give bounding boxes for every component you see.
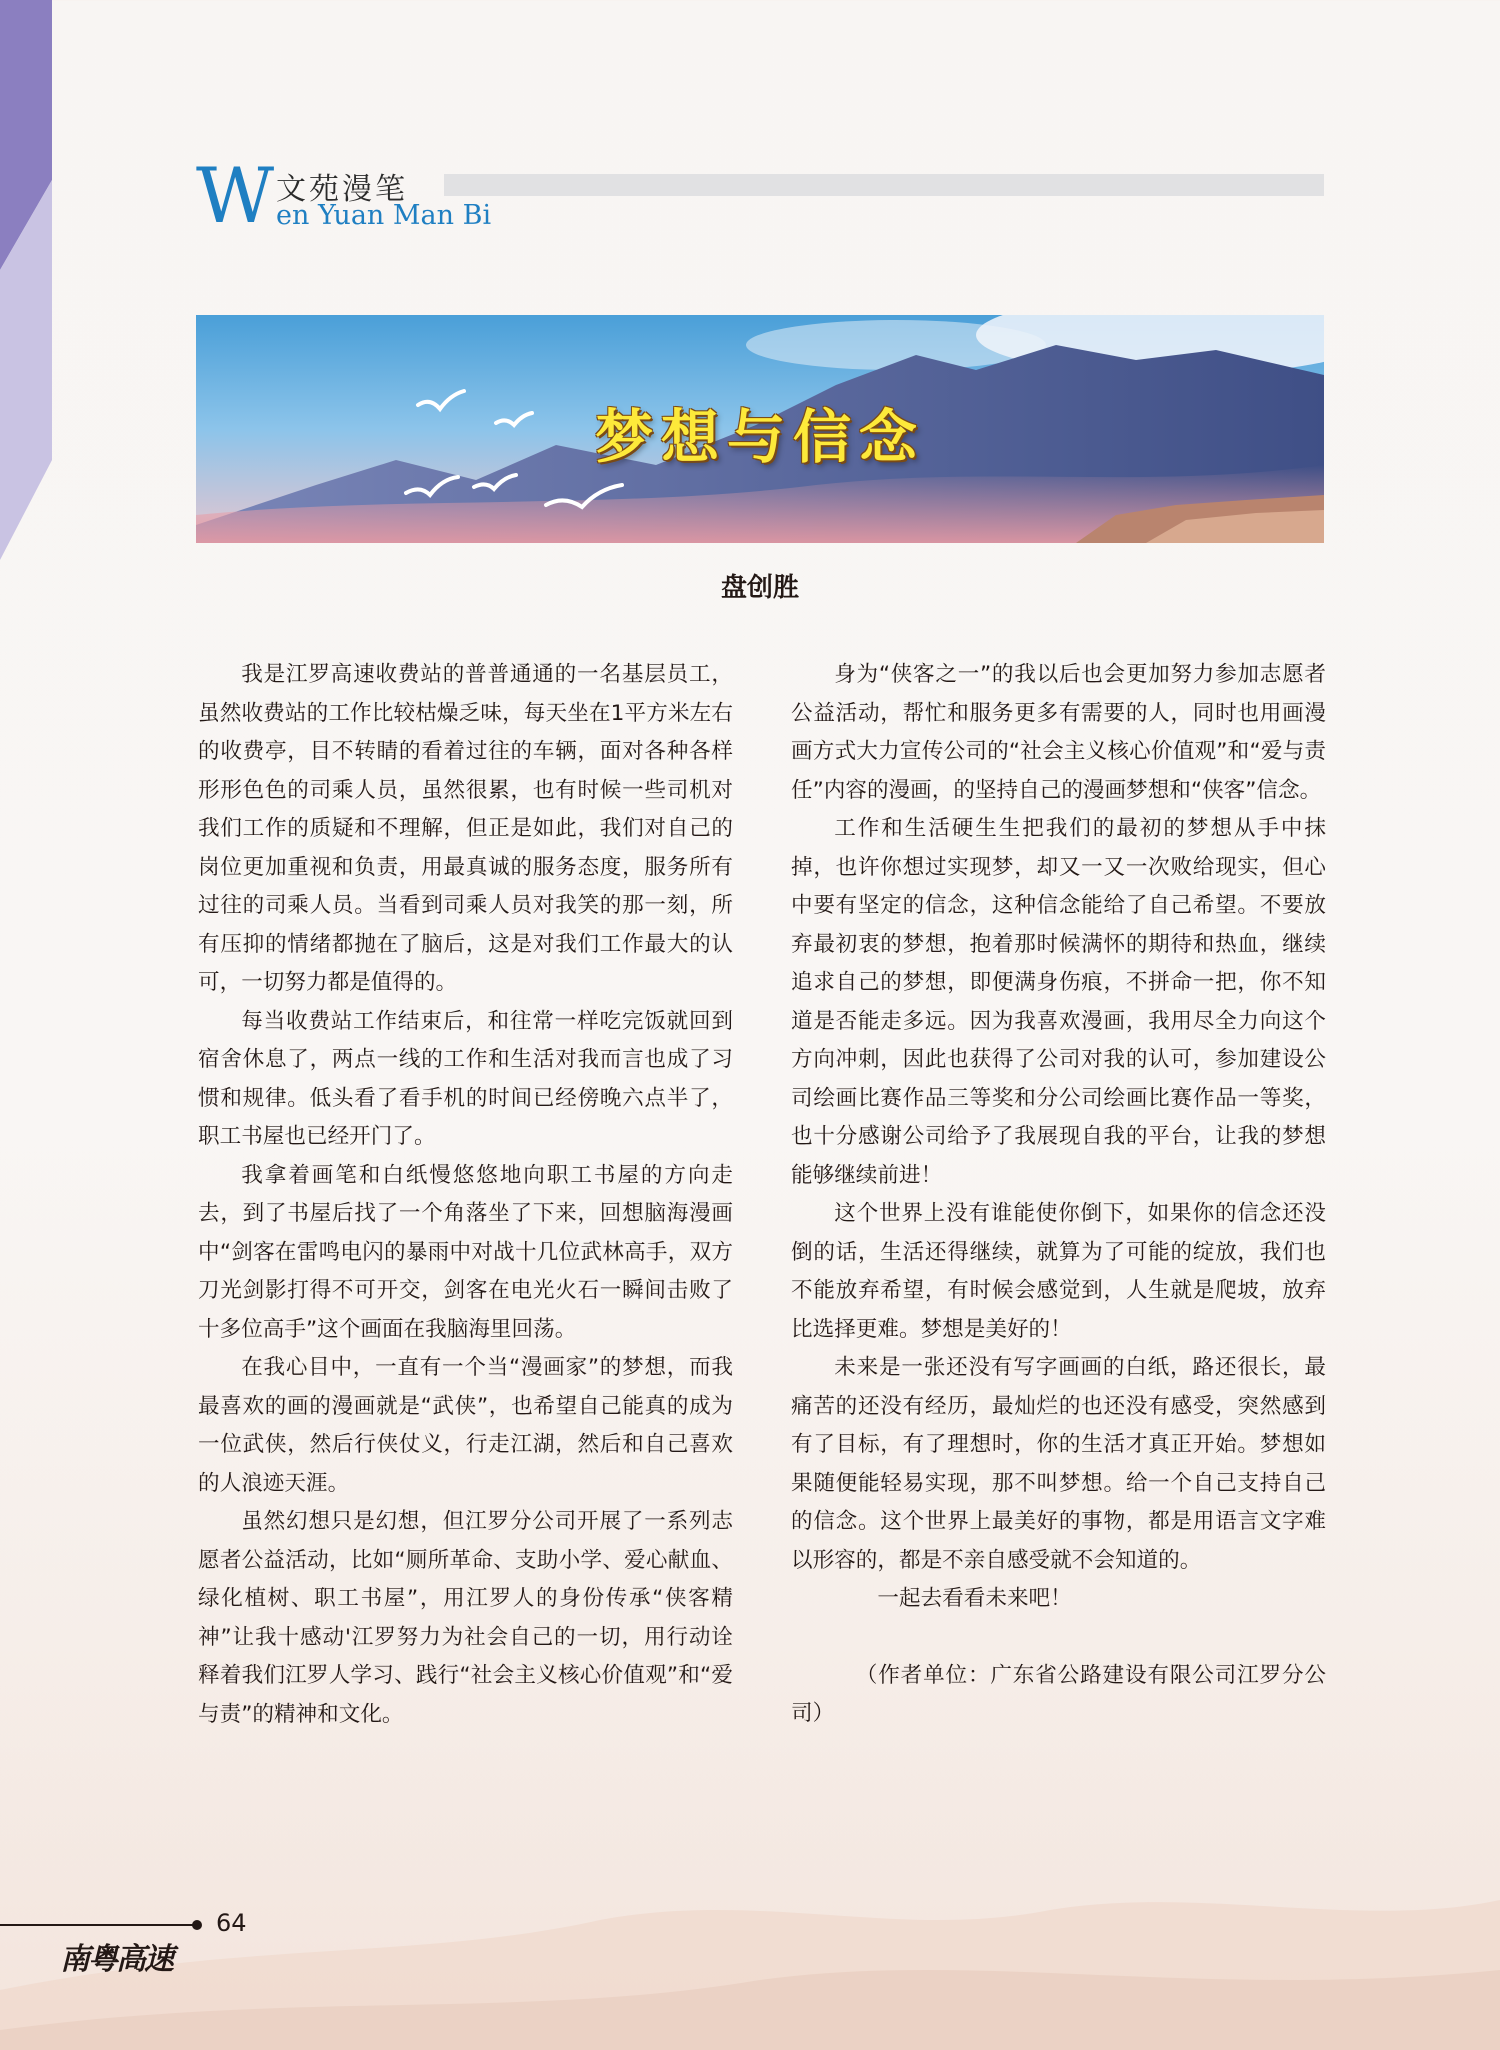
paragraph: 这个世界上没有谁能使你倒下，如果你的信念还没倒的话，生活还得继续，就算为了可能的绽放，我们也不能放弃希望，有时候会感觉到，人生就是爬坡，放弃比选择更难。梦想是美好的！ [791, 1201, 1326, 1342]
paragraph: 虽然幻想只是幻想，但江罗分公司开展了一系列志愿者公益活动，比如“厕所革命、支助小学、爱心献血、绿化植树、职工书屋”，用江罗人的身份传承“侠客精神”让我十感动'江罗努力为社会自己的一切，用行动诠释着我们江罗人学习、践行“社会主义核心价值观”和“爱与责”的精神和文化。 [198, 1509, 733, 1727]
column-title-en: en Yuan Man Bi [276, 200, 492, 231]
column-title-cn: 文苑漫笔 [276, 172, 408, 207]
header-rule-bar [444, 174, 1324, 196]
footer-rule [0, 1924, 196, 1926]
paragraph: 未来是一张还没有写字画画的白纸，路还很长，最痛苦的还没有经历，最灿烂的也还没有感受，突然感到有了目标，有了理想时，你的生活才真正开始。梦想如果随便能轻易实现，那不叫梦想。给一个自己支持自己的信念。这个世界上最美好的事物，都是用语言文字难以形容的，都是不亲自感受就不会知道的。 [791, 1355, 1326, 1573]
article-banner [196, 315, 1324, 543]
paragraph: 在我心目中，一直有一个当“漫画家”的梦想，而我最喜欢的画的漫画就是“武侠”，也希望自己能真的成为一位武侠，然后行侠仗义，行走江湖，然后和自己喜欢的人浪迹天涯。 [198, 1355, 733, 1496]
paragraph: 我拿着画笔和白纸慢悠悠地向职工书屋的方向走去，到了书屋后找了一个角落坐了下来，回想脑海漫画中“剑客在雷鸣电闪的暴雨中对战十几位武林高手，双方刀光剑影打得不可开交，剑客在电光火石一瞬间击败了十多位高手”这个画面在我脑海里回荡。 [198, 1162, 733, 1342]
author-affiliation: （作者单位：广东省公路建设有限公司江罗分公司） [791, 1662, 1326, 1726]
body-column-right [791, 656, 1326, 1734]
article-author: 盘创胜 [720, 573, 799, 603]
paragraph: 每当收费站工作结束后，和往常一样吃完饭就回到宿舍休息了，两点一线的工作和生活对我而言也成了习惯和规律。低头看了看手机的时间已经傍晚六点半了，职工书屋也已经开门了。 [198, 1008, 733, 1149]
paragraph: 工作和生活硬生生把我们的最初的梦想从手中抹掉，也许你想过实现梦，却又一又一次败给现实，但心中要有坚定的信念，这种信念能给了自己希望。不要放弃最初衷的梦想，抱着那时候满怀的期待和热血，继续追求自己的梦想，即便满身伤痕，不拼命一把，你不知道是否能走多远。因为我喜欢漫画，我用尽全力向这个方向冲刺，因此也获得了公司对我的认可，参加建设公司绘画比赛作品三等奖和分公司绘画比赛作品一等奖，也十分感谢公司给予了我展现自我的平台，让我的梦想能够继续前进！ [791, 816, 1326, 1188]
left-decor-band [0, 0, 60, 560]
page-number: 64 [216, 1909, 247, 1937]
footer-dot [192, 1920, 202, 1930]
body-column-left [198, 656, 733, 1734]
column-initial: W [196, 151, 275, 240]
article-title: 梦想与信念 [594, 403, 925, 471]
paragraph: 我是江罗高速收费站的普普通通的一名基层员工，虽然收费站的工作比较枯燥乏味，每天坐在1平方米左右的收费亭，目不转睛的看着过往的车辆，面对各种各样形形色色的司乘人员，虽然很累，也有时候一些司机对我们工作的质疑和不理解，但正是如此，我们对自己的岗位更加重视和负责，用最真诚的服务态度，服务所有过往的司乘人员。当看到司乘人员对我笑的那一刻，所有压抑的情绪都抛在了脑后，这是对我们工作最大的认可，一切努力都是值得的。 [198, 662, 733, 995]
paragraph: 身为“侠客之一”的我以后也会更加努力参加志愿者公益活动，帮忙和服务更多有需要的人，同时也用画漫画方式大力宣传公司的“社会主义核心价值观”和“爱与责任”内容的漫画，的坚持自己的漫画梦想和“侠客”信念。 [791, 662, 1326, 803]
column-header [196, 151, 1326, 240]
magazine-logo: 南粤高速 [60, 1942, 172, 1977]
closing-line: 一起去看看未来吧！ [877, 1586, 1072, 1611]
